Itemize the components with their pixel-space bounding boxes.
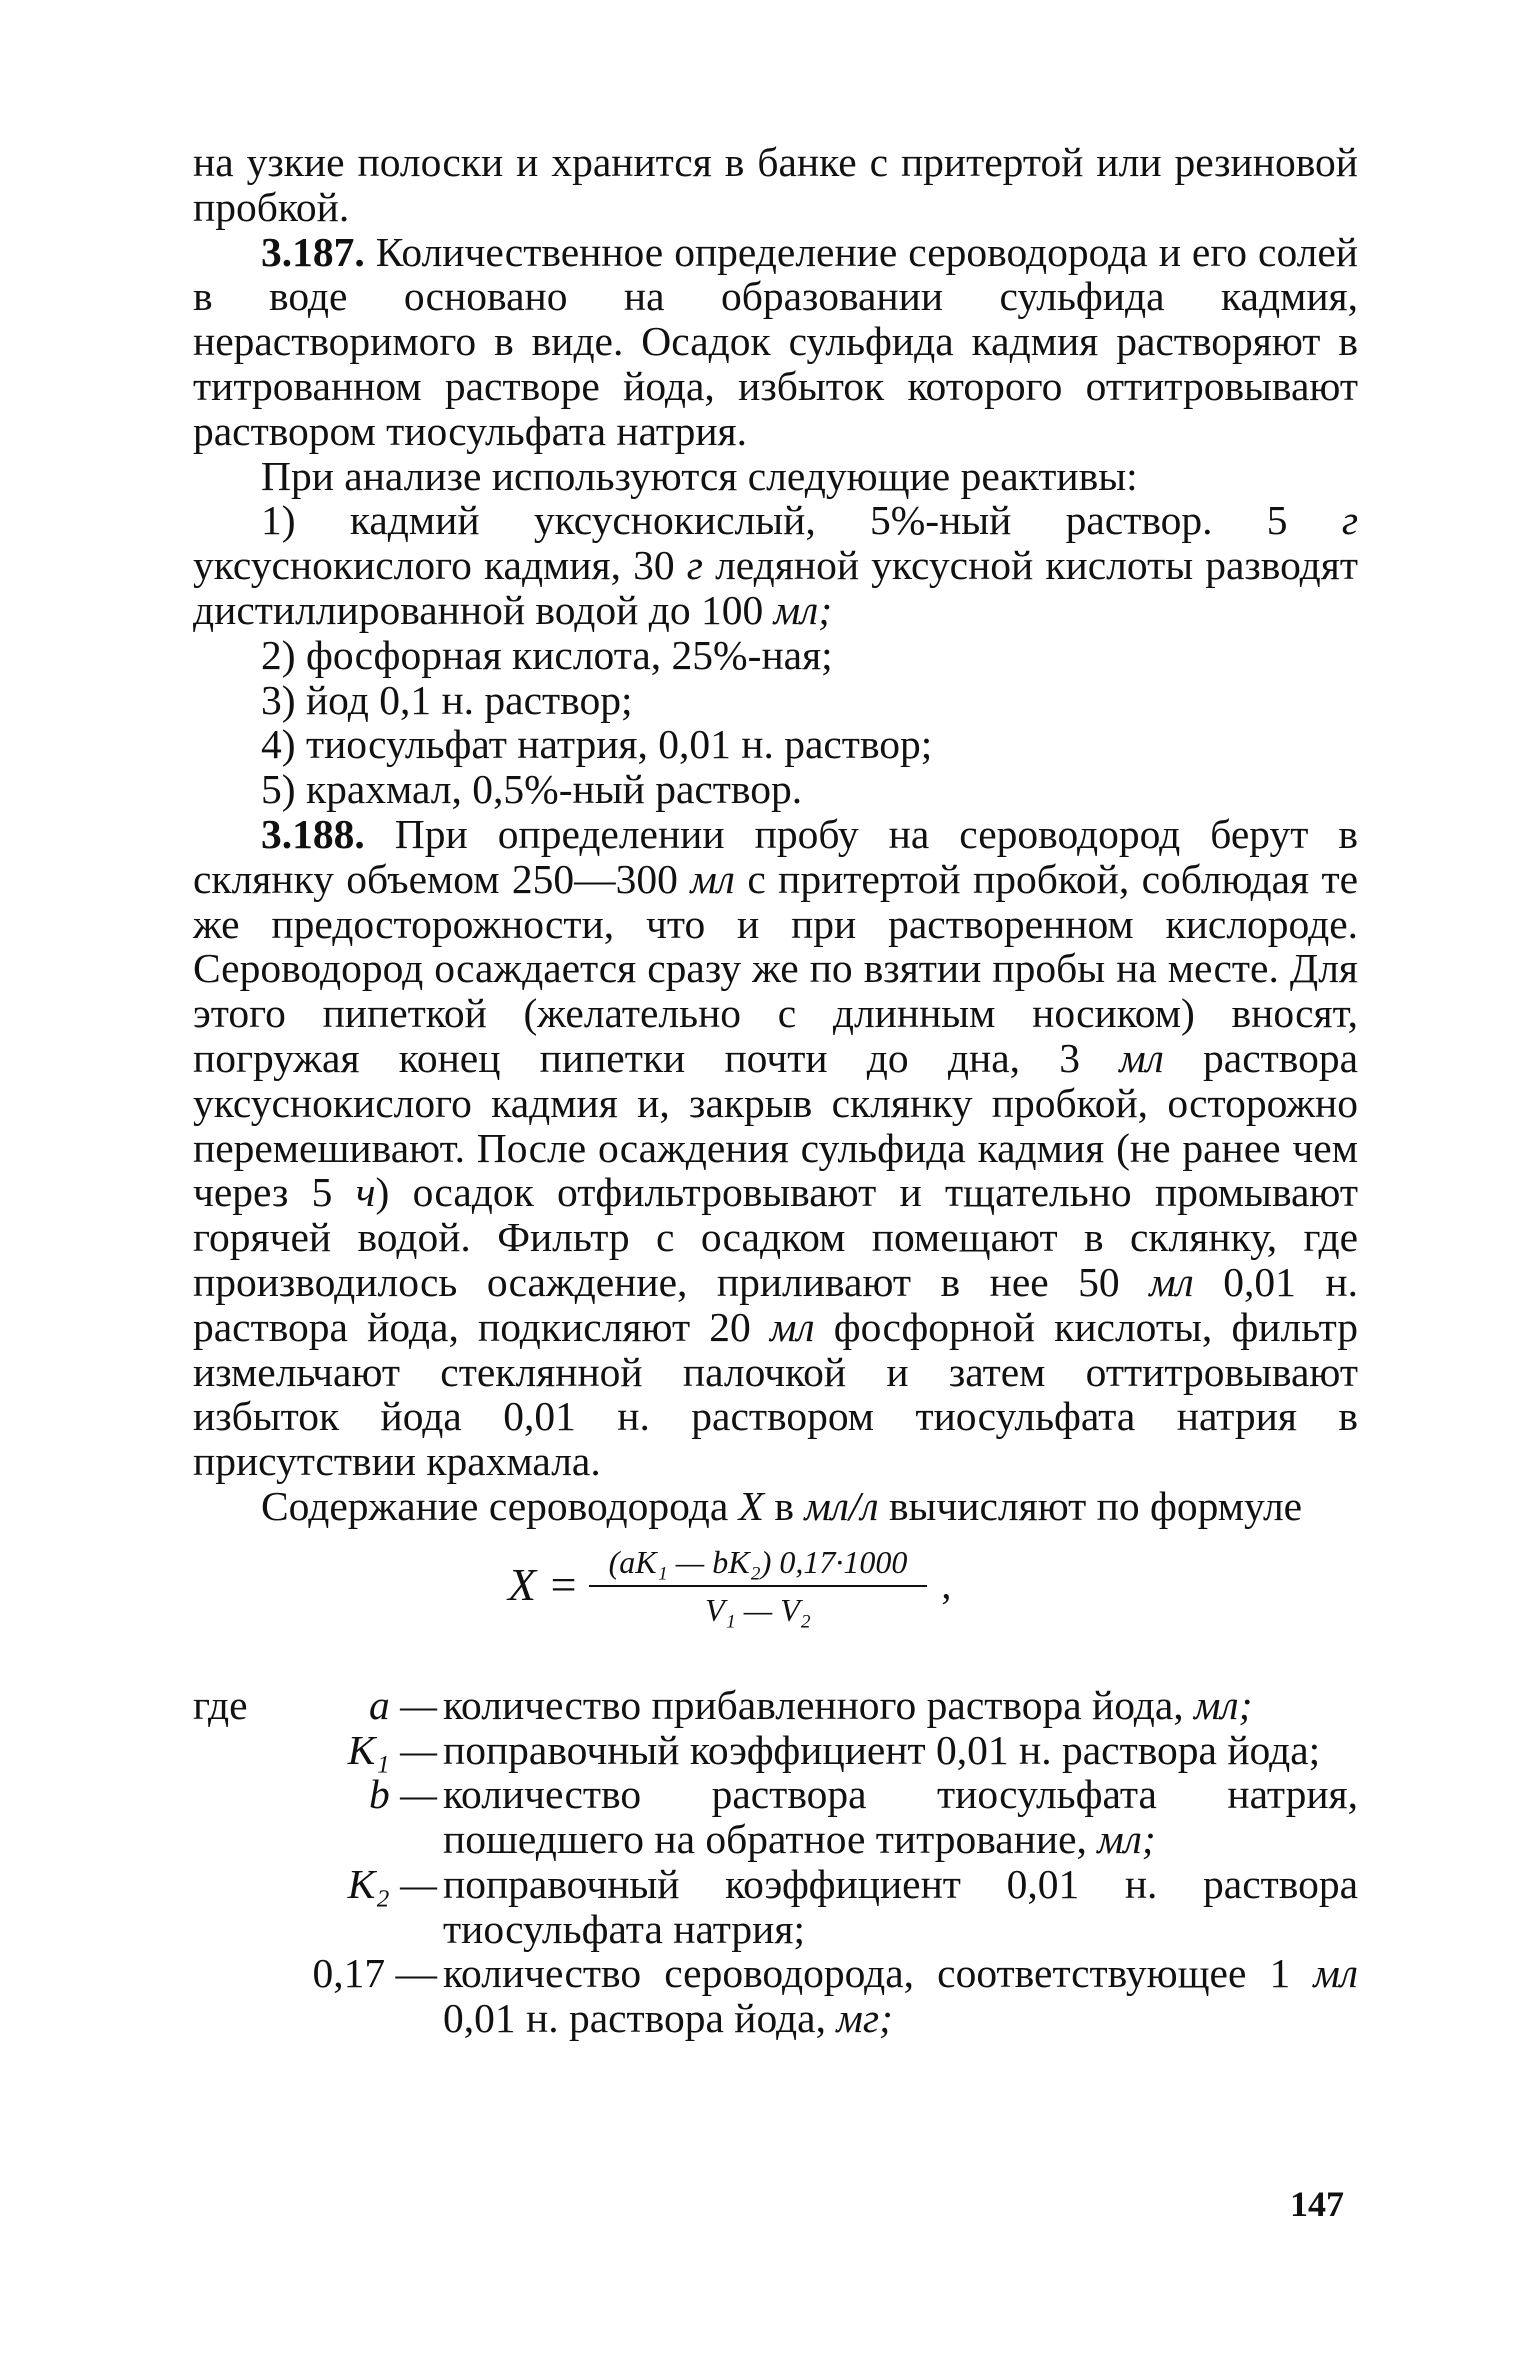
formula [508, 1543, 951, 1629]
unit: мл [1149, 1258, 1194, 1305]
unit: мл; [1097, 1816, 1156, 1863]
item-text: фосфорная кислота, 25%-ная; [305, 631, 833, 678]
paragraph-continuation: на узкие полоски и хранится в банке с притертой или резиновой пробкой. [193, 139, 1358, 230]
reagents-intro: При анализе используются следующие реактивы: [261, 452, 1138, 499]
formula-fraction [589, 1543, 928, 1629]
section-text: 0,01 н. раствора йода, подкисляют 20 [193, 1258, 1358, 1350]
section-text: фосфорной кислоты, фильтр измельчают стеклянной палочкой и затем оттитровывают избыток йода 0,01 н. раствором тиосульфата натрия в присутствии крахмала. [193, 1303, 1358, 1485]
unit: г [1341, 497, 1359, 544]
formula-variable: X [738, 1482, 764, 1529]
item-text: крахмал, 0,5%-ный раствор. [305, 766, 803, 813]
page-number: 147 [1290, 2184, 1344, 2224]
item-text: ледяной уксусной кислоты разводят дистиллированной водой до 100 [193, 542, 1358, 633]
legend-symbol: b — [368, 1771, 437, 1818]
unit: ч [355, 1169, 376, 1216]
formula-intro-text: Содержание сероводорода [261, 1482, 729, 1529]
item-number: 1) [261, 497, 296, 544]
formula-block [193, 1533, 1358, 1683]
section-3-187 [193, 230, 1358, 454]
formula-lhs: X = [508, 1559, 579, 1611]
legend-description: поправочный коэффициент 0,01 н. раствора тиосульфата натрия; [443, 1860, 1358, 1952]
section-text: При определении пробу на сероводород берут в склянку объемом 250—300 [193, 810, 1359, 902]
item-text: уксуснокислого кадмия, 30 [193, 542, 675, 589]
unit: мл [770, 1303, 815, 1350]
item-text: тиосульфат натрия, 0,01 н. раствор; [305, 721, 933, 768]
item-text: йод 0,1 н. раствор; [305, 676, 633, 723]
section-text: с притертой пробкой, соблюдая те же предосторожности, что и при растворенном кислороде. Сероводород осаждается сразу же по взятии пробы на месте. Для этого пипеткой (желательно с длинным носиком) вносят, погружая конец пипетки почти до дна, 3 [193, 855, 1359, 1081]
formula-intro [193, 1484, 1358, 1529]
formula-denominator: V₁ — V₂ [705, 1591, 811, 1628]
reagent-item-3 [193, 678, 1358, 723]
formula-comma: , [941, 1562, 952, 1608]
legend-description: количество сероводорода, соответствующее 1 мл 0,01 н. раствора йода, мг; [443, 1950, 1358, 2042]
unit: мл [690, 855, 735, 902]
reagent-item-2 [193, 633, 1358, 678]
unit: мл/л [804, 1482, 879, 1529]
unit: мл; [773, 586, 833, 633]
legend-symbol: a — [368, 1681, 437, 1728]
unit: г [686, 542, 703, 589]
page-body [193, 140, 1358, 2041]
legend-symbol: K₂ — [347, 1860, 437, 1907]
reagent-item-5 [193, 767, 1358, 812]
legend-where: где [193, 1681, 248, 1728]
item-number: 2) [261, 631, 296, 678]
item-number: 3) [261, 676, 296, 723]
formula-numerator: (aK₁ — bK₂) 0,17·1000 [589, 1543, 928, 1587]
section-text: раствора уксуснокислого кадмия и, закрыв склянку пробкой, осторожно перемешивают. После осаждения сульфида кадмия (не ранее чем через 5 [193, 1034, 1359, 1216]
legend-symbol: 0,17 — [312, 1950, 437, 1997]
legend-description: количество раствора тиосульфата натрия, пошедшего на обратное титрование, мл; [443, 1771, 1358, 1863]
legend-description: поправочный коэффициент 0,01 н. раствора йода; [443, 1726, 1321, 1773]
formula-legend [193, 1683, 1358, 2041]
section-3-188 [193, 812, 1358, 1484]
unit: мг; [836, 1995, 893, 2042]
reagents-list [193, 498, 1358, 812]
legend-symbol: K₁ — [347, 1726, 437, 1773]
item-number: 4) [261, 721, 296, 768]
reagent-item-1 [193, 498, 1358, 632]
unit: мл; [1194, 1681, 1253, 1728]
formula-intro-text: в [774, 1482, 794, 1529]
section-text: Количественное определение сероводорода и его солей в воде основано на образовании сульфида кадмия, нерастворимого в виде. Осадок сульфида кадмия растворяют в титрованном растворе йода, избыток которого оттитровывают раствором тиосульфата натрия. [193, 228, 1359, 454]
formula-intro-text: вычисляют по формуле [888, 1482, 1303, 1529]
reagent-item-4 [193, 722, 1358, 767]
section-number: 3.187. [261, 228, 365, 275]
section-text: ) осадок отфильтровывают и тщательно промывают горячей водой. Фильтр с осадком помещают в склянку, где производилось осаждение, приливают в нее 50 [193, 1169, 1359, 1305]
item-text: кадмий уксуснокислый, 5%-ный раствор. 5 [349, 497, 1288, 544]
item-number: 5) [261, 766, 296, 813]
legend-description: количество прибавленного раствора йода, мл; [443, 1681, 1253, 1728]
unit: мл [1313, 1950, 1358, 1997]
section-number: 3.188. [261, 810, 365, 857]
unit: мл [1119, 1034, 1164, 1081]
